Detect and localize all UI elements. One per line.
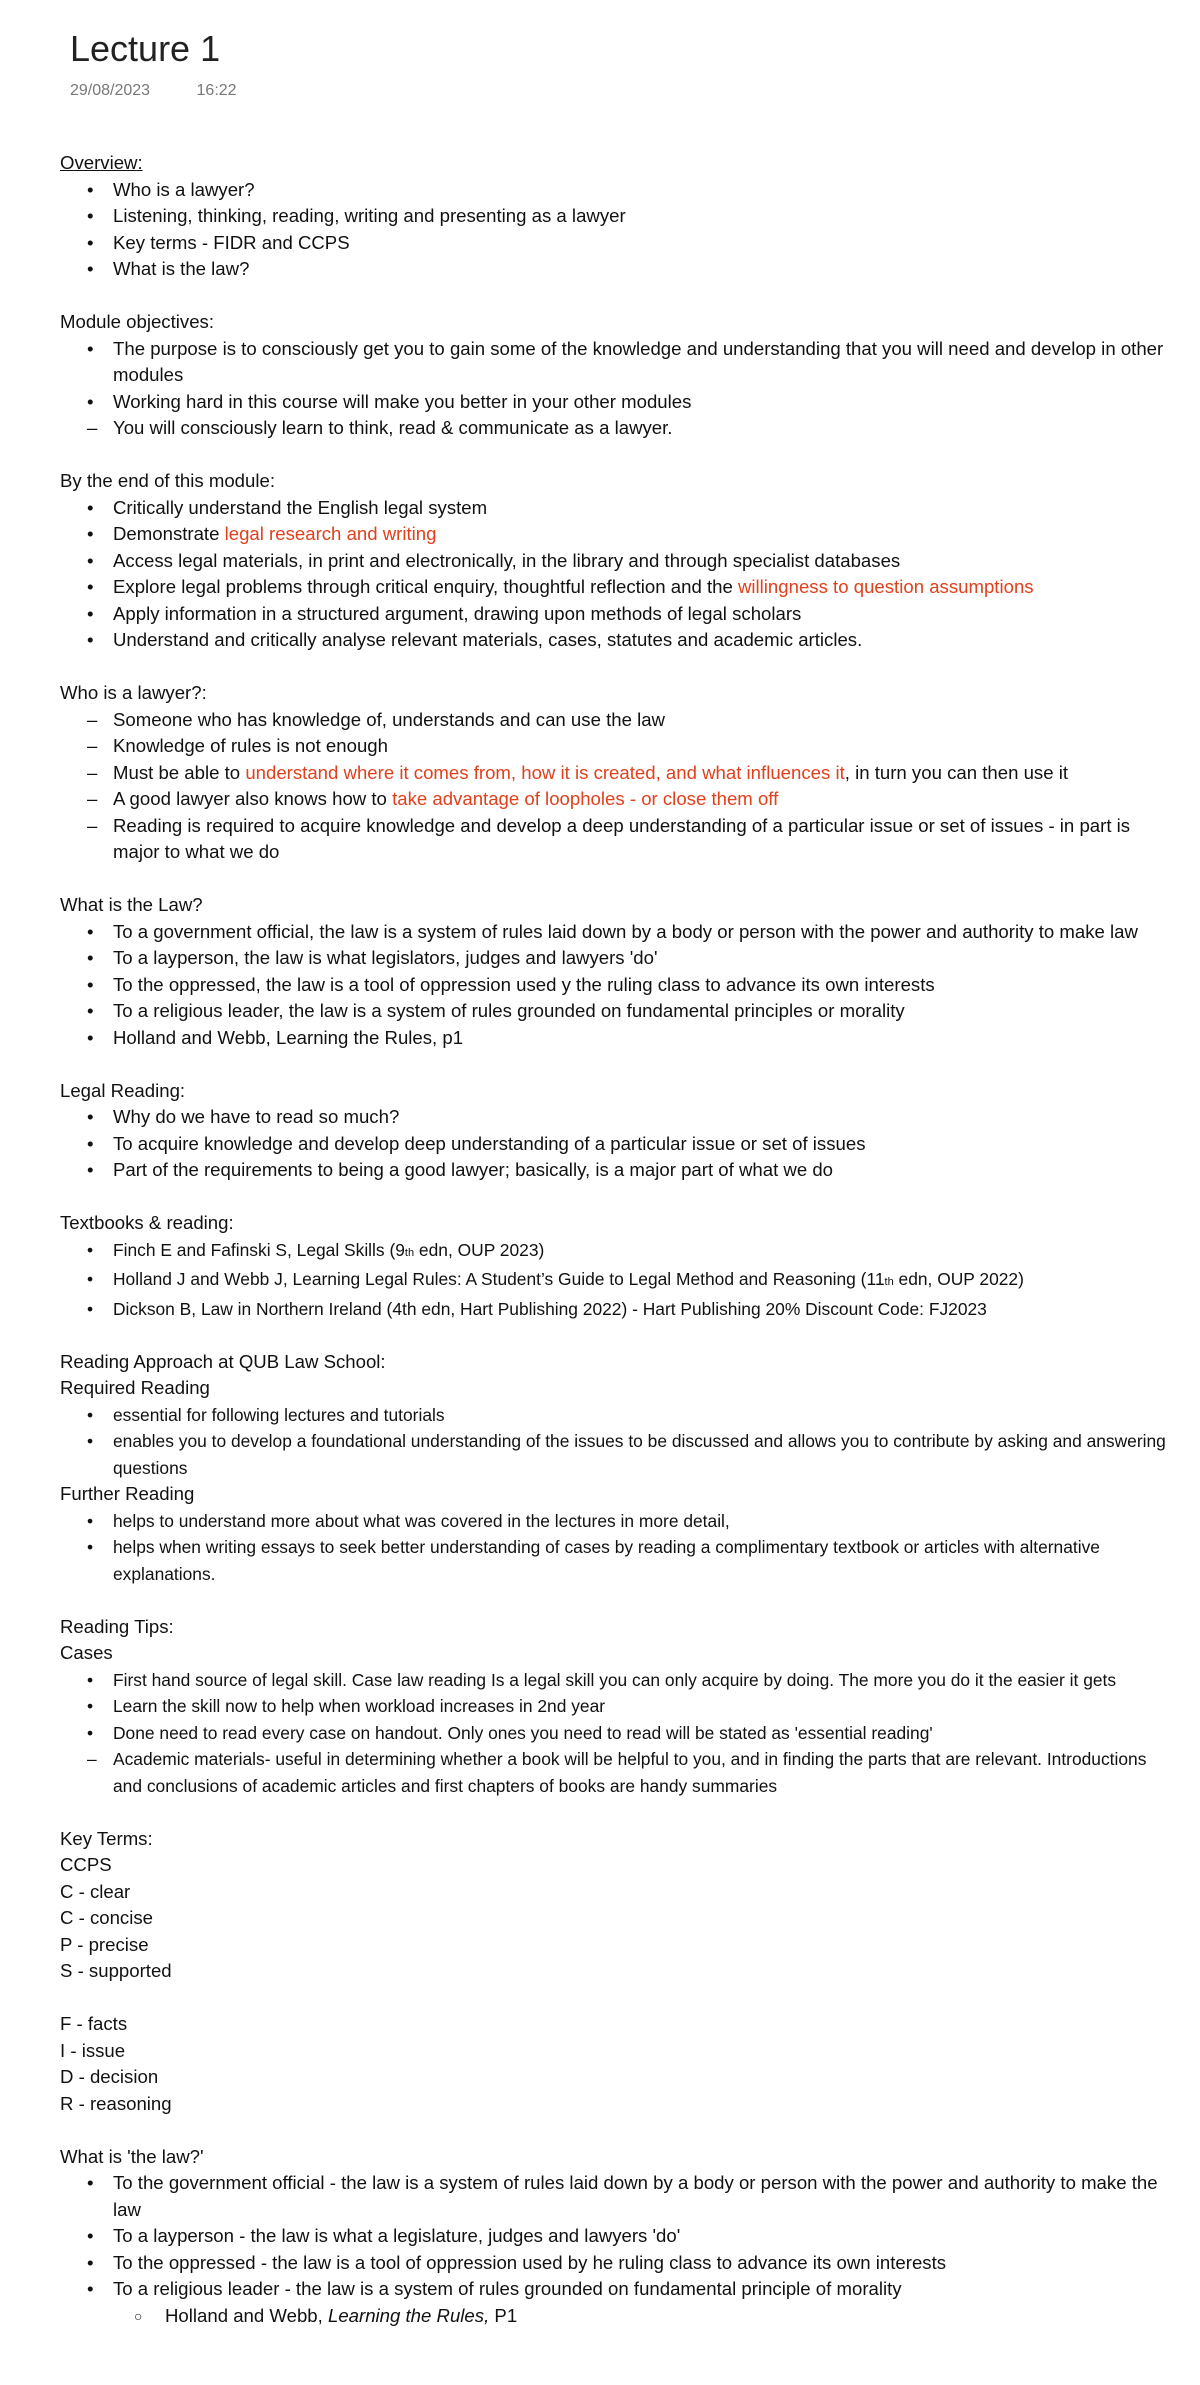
objectives-list [60,336,1170,442]
list-item: – Someone who has knowledge of, understands and can use the law [60,707,1170,734]
list-item [60,786,1170,813]
term-line: S - supported [60,1960,172,1981]
list-item: • Done need to read every case on handout. Only ones you need to read will be stated as 'essential reading' [60,1720,1170,1747]
who-lawyer-heading: Who is a lawyer?: [60,682,207,703]
required-reading-list [60,1402,1170,1482]
ccps-heading: CCPS [60,1854,112,1875]
overview-heading: Overview: [60,152,143,173]
note-time: 16:22 [196,82,237,99]
term-line: I - issue [60,2039,126,2061]
list-item: – You will consciously learn to think, read & communicate as a lawyer. [60,415,1170,442]
highlight-text: willingness to question assumptions [737,576,1034,597]
reading-approach-section [60,1349,1170,1588]
list-item: • Key terms - FIDR and CCPS [60,230,1170,257]
legal-reading-heading: Legal Reading: [60,1079,186,1101]
list-item: • To the oppressed - the law is a tool of oppression used by he ruling class to advance its own interests [60,2250,1170,2277]
list-item: – Knowledge of rules is not enough [60,733,1170,760]
what-law-section [60,892,1170,1051]
item-text: A good lawyer also knows how to [113,788,393,809]
what-law-2-list [60,2170,1170,2329]
item-text: Must be able to [113,761,246,783]
list-item: • enables you to develop a foundational understanding of the issues to be discussed and allows you to contribute by asking and answering questions [60,1428,1170,1481]
item-text: Explore legal problems through critical enquiry, thoughtful reflection and the [113,576,738,597]
list-item: • To a religious leader - the law is a system of rules grounded on fundamental principle of morality [60,2276,1170,2303]
term-line: F - facts [60,2013,128,2034]
highlight-text: understand where it comes from, how it is created, and what influences it [245,761,845,783]
list-item [60,1237,1170,1267]
list-item: • What is the law? [60,256,1170,283]
term-line: C - concise [60,1907,153,1928]
list-item: • essential for following lectures and tutorials [60,1402,1170,1429]
item-text: , in turn you can then use it [844,761,1069,783]
list-item: • Dickson B, Law in Northern Ireland (4th edn, Hart Publishing 2022) - Hart Publishing 20% Discount Code: FJ2023 [60,1296,1170,1323]
reading-approach-heading: Reading Approach at QUB Law School: [60,1350,386,1372]
list-item: • Who is a lawyer? [60,177,1170,204]
list-item: • To the government official - the law is a system of rules laid down by a body or person with the power and authority to make the law [60,2170,1170,2223]
list-item: • Learn the skill now to help when workload increases in 2nd year [60,1693,1170,1720]
textbooks-list [60,1237,1170,1323]
highlight-text: take advantage of loopholes - or close them off [392,788,779,809]
note-date: 29/08/2023 [70,82,151,99]
list-item: • To a religious leader, the law is a system of rules grounded on fundamental principles or morality [60,998,1170,1025]
list-item: • Understand and critically analyse relevant materials, cases, statutes and academic articles. [60,627,1170,654]
list-item [60,574,1170,601]
textbooks-section [60,1210,1170,1322]
fidr-section [60,2011,1170,2117]
reading-tips-list [60,1667,1170,1800]
term-line: D - decision [60,2066,159,2087]
list-item: • The purpose is to consciously get you to gain some of the knowledge and understanding that you will need and develop in other modules [60,336,1170,389]
item-text: edn, OUP 2022) [893,1269,1024,1289]
reading-tips-heading: Reading Tips: [60,1615,174,1637]
item-text: Demonstrate [113,523,225,544]
who-lawyer-list [60,707,1170,866]
list-item [60,521,1170,548]
what-law-list [60,919,1170,1052]
end-of-module-list [60,495,1170,654]
book-title: Learning the Rules, [327,2304,490,2326]
term-line: P - precise [60,1933,149,1955]
ordinal-suffix: th [404,1246,415,1259]
item-text: Holland and Webb, [165,2304,328,2326]
list-item: • Why do we have to read so much? [60,1104,1170,1131]
legal-reading-section [60,1078,1170,1184]
who-lawyer-section [60,680,1170,866]
textbooks-heading: Textbooks & reading: [60,1212,234,1233]
item-text: edn, OUP 2023) [414,1239,545,1260]
list-item: • Access legal materials, in print and electronically, in the library and through specialist databases [60,548,1170,575]
list-item: • To a layperson - the law is what a legislature, judges and lawyers 'do' [60,2223,1170,2250]
overview-list [60,177,1170,283]
list-item: • To acquire knowledge and develop deep understanding of a particular issue or set of issues [60,1131,1170,1158]
list-item: • Holland and Webb, Learning the Rules, p1 [60,1025,1170,1052]
term-line: R - reasoning [60,2092,172,2114]
list-item [60,2303,1170,2330]
required-reading-heading: Required Reading [60,1377,210,1398]
list-item: • Critically understand the English legal system [60,495,1170,522]
term-line: C - clear [60,1880,131,1902]
item-text: Finch E and Fafinski S, Legal Skills (9 [113,1239,405,1260]
list-item: • Apply information in a structured argument, drawing upon methods of legal scholars [60,601,1170,628]
item-text: P1 [489,2304,518,2326]
cases-heading: Cases [60,1642,113,1663]
end-of-module-section [60,468,1170,654]
list-item: • To a government official, the law is a system of rules laid down by a body or person with the power and authority to make law [60,919,1170,946]
ordinal-suffix: th [884,1276,894,1288]
page-title: Lecture 1 [70,28,221,69]
what-law-2-section [60,2144,1170,2330]
objectives-section [60,309,1170,442]
list-item: • To a layperson, the law is what legislators, judges and lawyers 'do' [60,945,1170,972]
objectives-heading: Module objectives: [60,311,214,332]
key-terms-heading: Key Terms: [60,1827,153,1849]
list-item: • Listening, thinking, reading, writing and presenting as a lawyer [60,203,1170,230]
key-terms-section [60,1826,1170,1985]
list-item [60,760,1170,787]
what-law-2-heading: What is 'the law?' [60,2145,204,2167]
list-item: • To the oppressed, the law is a tool of oppression used y the ruling class to advance its own interests [60,972,1170,999]
list-item [60,1266,1170,1296]
list-item: • helps to understand more about what was covered in the lectures in more detail, [60,1508,1170,1535]
note-body [60,150,1170,2356]
reading-tips-section [60,1614,1170,1800]
list-item: • First hand source of legal skill. Case law reading Is a legal skill you can only acquire by doing. The more you do it the easier it gets [60,1667,1170,1694]
further-reading-list [60,1508,1170,1588]
end-of-module-heading: By the end of this module: [60,470,275,491]
list-item: – Academic materials- useful in determining whether a book will be helpful to you, and in finding the parts that are relevant. Introductions and conclusions of academic articles and first chapters of books are handy summaries [60,1746,1170,1799]
what-law-heading: What is the Law? [60,894,203,915]
list-item: • helps when writing essays to seek better understanding of cases by reading a complimentary textbook or articles with alternative explanations. [60,1534,1170,1587]
note-meta [70,82,279,100]
list-item: – Reading is required to acquire knowledge and develop a deep understanding of a particular issue or set of issues - in part is major to what we do [60,813,1170,866]
list-item: • Working hard in this course will make you better in your other modules [60,389,1170,416]
legal-reading-list [60,1104,1170,1184]
item-text: Holland J and Webb J, Learning Legal Rules: A Student’s Guide to Legal Method and Reasoning (11 [113,1269,885,1289]
further-reading-heading: Further Reading [60,1483,195,1504]
list-item: • Part of the requirements to being a good lawyer; basically, is a major part of what we do [60,1157,1170,1184]
highlight-text: legal research and writing [224,523,437,544]
overview-section [60,150,1170,283]
